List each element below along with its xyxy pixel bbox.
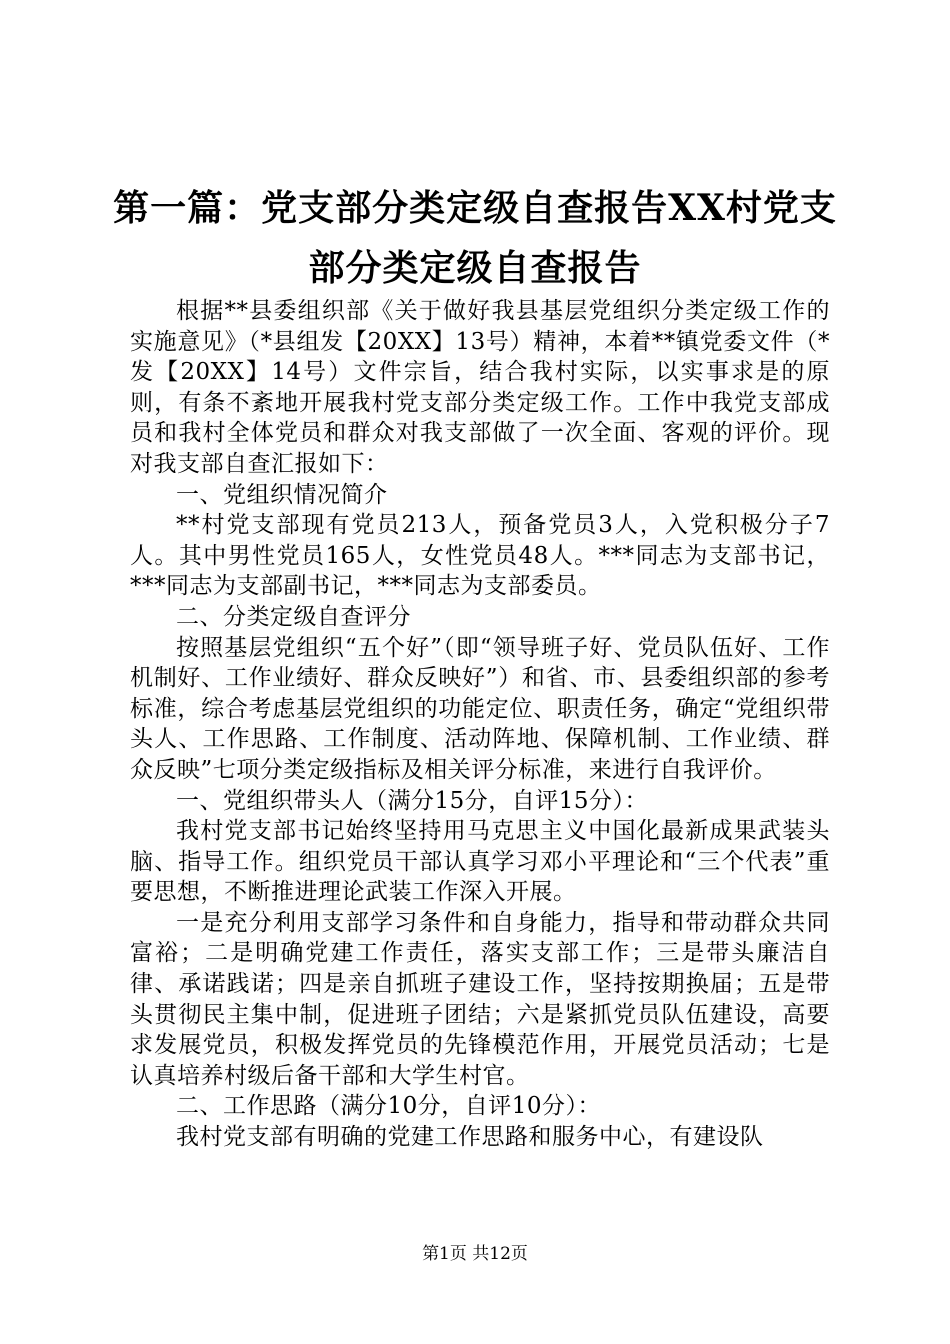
- document-title-line-2: 部分类定级自查报告: [308, 247, 642, 289]
- paragraph-leader-points: 一是充分利用支部学习条件和自身能力，指导和带动群众共同富裕；二是明确党建工作责任，落实支部工作；三是带头廉洁自律、承诺践诺；四是亲自抓班子建设工作，坚持按期换届；五是带头贯彻民主集中制，促进班子团结；六是紧抓党员队伍建设，高要求发展党员，积极发挥党员的先锋模范作用，开展党员活动；七是认真培养村级后备干部和大学生村官。: [130, 909, 830, 1089]
- document-body: [130, 296, 830, 1153]
- section-heading-org-overview: 一、党组织情况简介: [176, 481, 388, 508]
- section-heading-self-evaluation: 二、分类定级自查评分: [176, 603, 411, 630]
- paragraph-evaluation-standard: 按照基层党组织“五个好”（即“领导班子好、党员队伍好、工作机制好、工作业绩好、群众反映好”）和省、市、县委组织部的参考标准，综合考虑基层党组织的功能定位、职责任务，确定“党组织带头人、工作思路、工作制度、活动阵地、保障机制、工作业绩、群众反映”七项分类定级指标及相关评分标准，来进行自我评价。: [130, 634, 830, 783]
- paragraph-work-approach: 我村党支部有明确的党建工作思路和服务中心，有建设队: [176, 1124, 764, 1151]
- paragraph-intro: 根据**县委组织部《关于做好我县基层党组织分类定级工作的实施意见》（*县组发【20XX】13号）精神，本着**镇党委文件（*发【20XX】14号）文件宗旨，结合我村实际，以实事求是的原则，有条不紊地开展我村党支部分类定级工作。工作中我党支部成员和我村全体党员和群众对我支部做了一次全面、客观的评价。现对我支部自查汇报如下：: [130, 298, 830, 477]
- document-title-line-1: 第一篇：党支部分类定级自查报告XX村党支: [113, 187, 837, 229]
- paragraph-leader: 我村党支部书记始终坚持用马克思主义中国化最新成果武装头脑、指导工作。组织党员干部认真学习邓小平理论和“三个代表”重要思想，不断推进理论武装工作深入开展。: [130, 818, 830, 906]
- subsection-heading-leader: 一、党组织带头人（满分15分，自评15分）：: [176, 787, 649, 814]
- paragraph-org-overview: **村党支部现有党员213人，预备党员3人，入党积极分子7人。其中男性党员165人，女性党员48人。***同志为支部书记，***同志为支部副书记，***同志为支部委员。: [130, 512, 830, 600]
- subsection-heading-work-approach: 二、工作思路（满分10分，自评10分）：: [176, 1093, 602, 1120]
- page-footer: 第1页 共12页: [422, 1244, 528, 1264]
